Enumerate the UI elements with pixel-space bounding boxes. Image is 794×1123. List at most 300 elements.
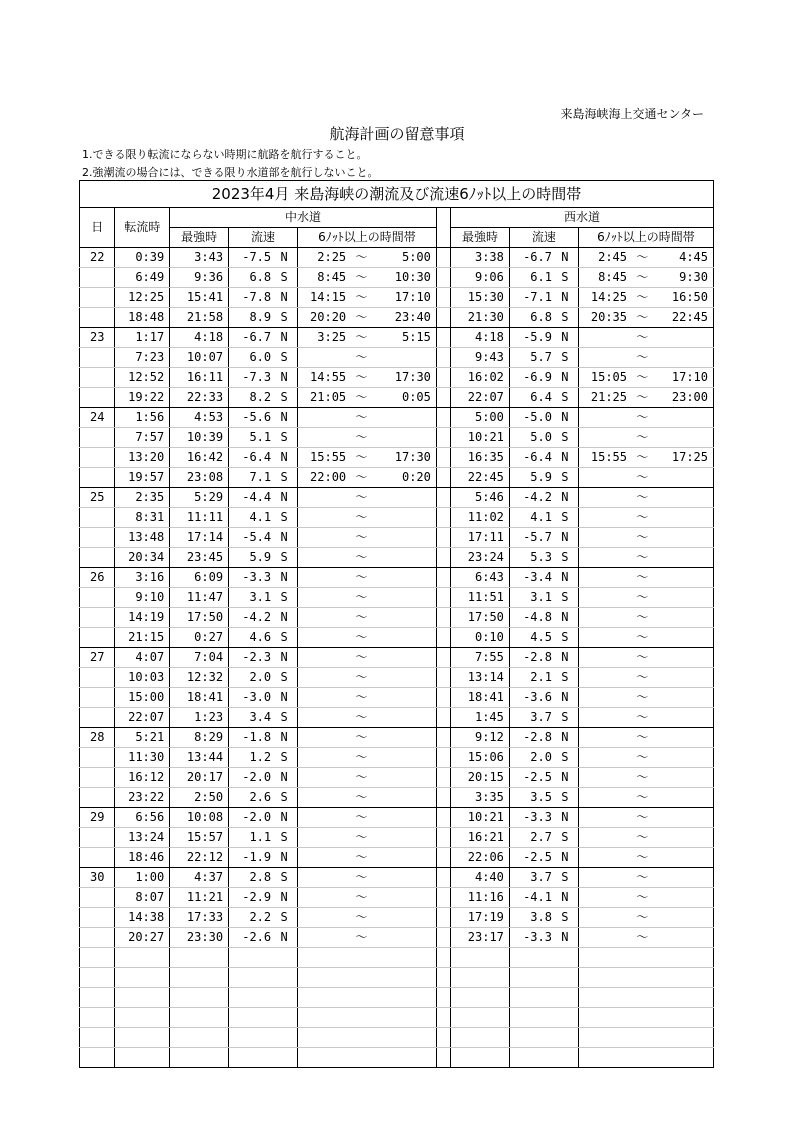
table-row xyxy=(80,628,714,648)
naka-window-sep-cell: 〜 xyxy=(346,668,376,688)
header-gap xyxy=(436,208,450,248)
naka-speed-cell: -1.9 xyxy=(229,848,272,868)
turn-time-cell: 0:39 xyxy=(115,248,170,268)
day-cell: 30 xyxy=(80,868,115,888)
nishi-speed-cell xyxy=(509,988,552,1008)
naka-speed-cell: 5.1 xyxy=(229,428,272,448)
header-nishi-window: 6ﾉｯﾄ以上の時間帯 xyxy=(578,228,713,248)
naka-speed-cell: -7.3 xyxy=(229,368,272,388)
nishi-window-sep-cell: 〜 xyxy=(627,268,657,288)
gap-cell xyxy=(436,488,450,508)
nishi-max-time-cell xyxy=(451,1048,510,1068)
table-row xyxy=(80,568,714,588)
nishi-speed-cell: -6.9 xyxy=(509,368,552,388)
naka-max-time-cell: 4:18 xyxy=(170,328,229,348)
naka-speed-cell: 2.0 xyxy=(229,668,272,688)
table-row xyxy=(80,828,714,848)
naka-max-time-cell xyxy=(170,1048,229,1068)
naka-speed-cell: 4.6 xyxy=(229,628,272,648)
nishi-window-end-cell xyxy=(657,708,713,728)
naka-speed-cell: 8.2 xyxy=(229,388,272,408)
nishi-window-start-cell xyxy=(578,988,627,1008)
nishi-max-time-cell: 10:21 xyxy=(451,428,510,448)
day-cell xyxy=(80,608,115,628)
naka-window-start-cell xyxy=(297,868,346,888)
nishi-window-sep-cell: 〜 xyxy=(627,488,657,508)
gap-cell xyxy=(436,908,450,928)
naka-window-end-cell xyxy=(377,548,437,568)
table-row xyxy=(80,668,714,688)
turn-time-cell xyxy=(115,988,170,1008)
naka-window-start-cell xyxy=(297,528,346,548)
nishi-max-time-cell: 17:50 xyxy=(451,608,510,628)
gap-cell xyxy=(436,688,450,708)
nishi-window-end-cell: 16:50 xyxy=(657,288,713,308)
nishi-window-start-cell xyxy=(578,508,627,528)
nishi-window-end-cell: 23:00 xyxy=(657,388,713,408)
naka-direction-cell: S xyxy=(271,908,297,928)
nishi-speed-cell: 3.1 xyxy=(509,588,552,608)
nishi-window-end-cell xyxy=(657,488,713,508)
nishi-direction-cell: S xyxy=(552,308,578,328)
table-row xyxy=(80,1028,714,1048)
nishi-max-time-cell: 9:06 xyxy=(451,268,510,288)
nishi-max-time-cell: 7:55 xyxy=(451,648,510,668)
naka-window-sep-cell: 〜 xyxy=(346,888,376,908)
naka-direction-cell: S xyxy=(271,788,297,808)
nishi-window-start-cell xyxy=(578,888,627,908)
naka-window-start-cell xyxy=(297,548,346,568)
gap-cell xyxy=(436,528,450,548)
nishi-max-time-cell: 4:40 xyxy=(451,868,510,888)
naka-window-start-cell xyxy=(297,508,346,528)
gap-cell xyxy=(436,308,450,328)
nishi-max-time-cell: 5:00 xyxy=(451,408,510,428)
table-row xyxy=(80,608,714,628)
nishi-max-time-cell: 20:15 xyxy=(451,768,510,788)
nishi-max-time-cell: 9:12 xyxy=(451,728,510,748)
nishi-direction-cell: N xyxy=(552,848,578,868)
nishi-speed-cell: -4.8 xyxy=(509,608,552,628)
nishi-window-end-cell xyxy=(657,728,713,748)
naka-direction-cell xyxy=(271,1048,297,1068)
naka-window-end-cell xyxy=(377,968,437,988)
turn-time-cell: 2:35 xyxy=(115,488,170,508)
table-row xyxy=(80,728,714,748)
turn-time-cell xyxy=(115,968,170,988)
nishi-window-start-cell xyxy=(578,748,627,768)
nishi-direction-cell: N xyxy=(552,808,578,828)
turn-time-cell: 8:31 xyxy=(115,508,170,528)
naka-max-time-cell: 5:29 xyxy=(170,488,229,508)
nishi-window-start-cell: 15:55 xyxy=(578,448,627,468)
turn-time-cell: 1:00 xyxy=(115,868,170,888)
nishi-window-end-cell xyxy=(657,508,713,528)
naka-window-start-cell xyxy=(297,608,346,628)
naka-direction-cell: N xyxy=(271,848,297,868)
naka-window-sep-cell: 〜 xyxy=(346,528,376,548)
naka-max-time-cell: 17:14 xyxy=(170,528,229,548)
nishi-direction-cell: N xyxy=(552,328,578,348)
naka-window-sep-cell: 〜 xyxy=(346,508,376,528)
nishi-window-end-cell xyxy=(657,468,713,488)
nishi-max-time-cell: 15:30 xyxy=(451,288,510,308)
note-1: 1.できる限り転流にならない時期に航路を航行すること。 xyxy=(82,148,368,161)
nishi-direction-cell: N xyxy=(552,768,578,788)
day-cell xyxy=(80,628,115,648)
naka-max-time-cell: 16:11 xyxy=(170,368,229,388)
nishi-direction-cell xyxy=(552,968,578,988)
nishi-window-sep-cell xyxy=(627,1048,657,1068)
header-naka-max: 最強時 xyxy=(170,228,229,248)
naka-window-end-cell xyxy=(377,508,437,528)
naka-window-end-cell xyxy=(377,488,437,508)
naka-window-end-cell xyxy=(377,528,437,548)
day-cell xyxy=(80,388,115,408)
naka-window-sep-cell xyxy=(346,1028,376,1048)
gap-cell xyxy=(436,508,450,528)
naka-max-time-cell: 22:33 xyxy=(170,388,229,408)
turn-time-cell: 14:19 xyxy=(115,608,170,628)
nishi-window-end-cell xyxy=(657,908,713,928)
naka-speed-cell: 6.8 xyxy=(229,268,272,288)
naka-window-end-cell: 10:30 xyxy=(377,268,437,288)
nishi-window-end-cell xyxy=(657,948,713,968)
naka-speed-cell: -7.8 xyxy=(229,288,272,308)
naka-window-end-cell xyxy=(377,628,437,648)
naka-window-start-cell: 2:25 xyxy=(297,248,346,268)
naka-window-start-cell xyxy=(297,1008,346,1028)
nishi-window-end-cell xyxy=(657,1048,713,1068)
nishi-window-start-cell: 8:45 xyxy=(578,268,627,288)
naka-window-start-cell: 14:55 xyxy=(297,368,346,388)
naka-direction-cell: N xyxy=(271,608,297,628)
day-cell xyxy=(80,308,115,328)
nishi-direction-cell xyxy=(552,988,578,1008)
nishi-window-sep-cell: 〜 xyxy=(627,448,657,468)
nishi-max-time-cell: 17:19 xyxy=(451,908,510,928)
nishi-max-time-cell: 22:07 xyxy=(451,388,510,408)
nishi-window-end-cell xyxy=(657,548,713,568)
nishi-direction-cell xyxy=(552,1008,578,1028)
header-nishi-suido: 西水道 xyxy=(451,208,714,228)
naka-speed-cell xyxy=(229,988,272,1008)
naka-max-time-cell: 8:29 xyxy=(170,728,229,748)
day-cell xyxy=(80,848,115,868)
header-naka-window: 6ﾉｯﾄ以上の時間帯 xyxy=(297,228,436,248)
naka-window-start-cell xyxy=(297,708,346,728)
gap-cell xyxy=(436,948,450,968)
nishi-direction-cell: N xyxy=(552,248,578,268)
naka-direction-cell xyxy=(271,1028,297,1048)
naka-max-time-cell: 4:37 xyxy=(170,868,229,888)
nishi-direction-cell: S xyxy=(552,708,578,728)
nishi-direction-cell: S xyxy=(552,668,578,688)
naka-window-sep-cell: 〜 xyxy=(346,648,376,668)
nishi-window-sep-cell xyxy=(627,968,657,988)
nishi-window-start-cell xyxy=(578,608,627,628)
day-cell xyxy=(80,1028,115,1048)
naka-direction-cell: S xyxy=(271,428,297,448)
gap-cell xyxy=(436,928,450,948)
nishi-speed-cell: 4.5 xyxy=(509,628,552,648)
naka-direction-cell: N xyxy=(271,448,297,468)
day-cell xyxy=(80,968,115,988)
table-row xyxy=(80,808,714,828)
naka-window-end-cell: 23:40 xyxy=(377,308,437,328)
naka-max-time-cell: 16:42 xyxy=(170,448,229,468)
turn-time-cell: 4:07 xyxy=(115,648,170,668)
turn-time-cell: 15:00 xyxy=(115,688,170,708)
nishi-max-time-cell: 16:35 xyxy=(451,448,510,468)
naka-speed-cell xyxy=(229,1008,272,1028)
naka-window-start-cell: 21:05 xyxy=(297,388,346,408)
table-row xyxy=(80,368,714,388)
nishi-direction-cell xyxy=(552,948,578,968)
nishi-window-start-cell xyxy=(578,848,627,868)
nishi-window-sep-cell: 〜 xyxy=(627,668,657,688)
nishi-speed-cell: -4.2 xyxy=(509,488,552,508)
naka-window-start-cell: 20:20 xyxy=(297,308,346,328)
nishi-speed-cell xyxy=(509,1028,552,1048)
nishi-max-time-cell: 16:02 xyxy=(451,368,510,388)
nishi-window-sep-cell: 〜 xyxy=(627,308,657,328)
naka-max-time-cell xyxy=(170,948,229,968)
naka-max-time-cell: 15:41 xyxy=(170,288,229,308)
nishi-window-start-cell xyxy=(578,688,627,708)
naka-max-time-cell: 18:41 xyxy=(170,688,229,708)
naka-window-start-cell xyxy=(297,1048,346,1068)
day-cell xyxy=(80,748,115,768)
naka-direction-cell: N xyxy=(271,688,297,708)
naka-speed-cell: -4.4 xyxy=(229,488,272,508)
naka-window-end-cell xyxy=(377,588,437,608)
naka-window-start-cell: 8:45 xyxy=(297,268,346,288)
naka-window-sep-cell: 〜 xyxy=(346,328,376,348)
nishi-window-sep-cell: 〜 xyxy=(627,728,657,748)
nishi-window-end-cell xyxy=(657,768,713,788)
nishi-window-end-cell xyxy=(657,588,713,608)
nishi-speed-cell: 2.0 xyxy=(509,748,552,768)
naka-window-end-cell xyxy=(377,1008,437,1028)
nishi-direction-cell: S xyxy=(552,428,578,448)
naka-max-time-cell: 10:07 xyxy=(170,348,229,368)
naka-window-sep-cell: 〜 xyxy=(346,708,376,728)
nishi-window-start-cell xyxy=(578,968,627,988)
gap-cell xyxy=(436,748,450,768)
nishi-window-start-cell xyxy=(578,348,627,368)
nishi-window-sep-cell: 〜 xyxy=(627,908,657,928)
nishi-direction-cell: N xyxy=(552,368,578,388)
naka-speed-cell xyxy=(229,1048,272,1068)
naka-max-time-cell: 10:39 xyxy=(170,428,229,448)
naka-max-time-cell: 23:45 xyxy=(170,548,229,568)
day-cell: 23 xyxy=(80,328,115,348)
naka-window-end-cell xyxy=(377,428,437,448)
turn-time-cell: 1:17 xyxy=(115,328,170,348)
nishi-speed-cell: 3.7 xyxy=(509,708,552,728)
gap-cell xyxy=(436,348,450,368)
header-turn: 転流時 xyxy=(115,208,170,248)
nishi-window-end-cell xyxy=(657,568,713,588)
gap-cell xyxy=(436,708,450,728)
tidal-current-table xyxy=(79,180,714,1068)
naka-direction-cell: N xyxy=(271,888,297,908)
nishi-window-end-cell xyxy=(657,528,713,548)
nishi-window-end-cell xyxy=(657,828,713,848)
naka-window-sep-cell: 〜 xyxy=(346,848,376,868)
turn-time-cell: 14:38 xyxy=(115,908,170,928)
turn-time-cell: 21:15 xyxy=(115,628,170,648)
naka-direction-cell: S xyxy=(271,588,297,608)
naka-window-sep-cell: 〜 xyxy=(346,308,376,328)
naka-direction-cell: S xyxy=(271,748,297,768)
nishi-max-time-cell: 22:06 xyxy=(451,848,510,868)
nishi-max-time-cell: 0:10 xyxy=(451,628,510,648)
naka-max-time-cell: 20:17 xyxy=(170,768,229,788)
naka-max-time-cell: 15:57 xyxy=(170,828,229,848)
naka-speed-cell: 1.1 xyxy=(229,828,272,848)
day-cell xyxy=(80,428,115,448)
gap-cell xyxy=(436,388,450,408)
turn-time-cell: 9:10 xyxy=(115,588,170,608)
naka-speed-cell: 8.9 xyxy=(229,308,272,328)
naka-window-sep-cell: 〜 xyxy=(346,788,376,808)
naka-window-end-cell: 0:20 xyxy=(377,468,437,488)
nishi-speed-cell: -3.3 xyxy=(509,808,552,828)
gap-cell xyxy=(436,668,450,688)
naka-direction-cell: N xyxy=(271,288,297,308)
turn-time-cell: 19:57 xyxy=(115,468,170,488)
table-row xyxy=(80,848,714,868)
naka-direction-cell xyxy=(271,1008,297,1028)
nishi-window-end-cell xyxy=(657,888,713,908)
gap-cell xyxy=(436,568,450,588)
turn-time-cell: 10:03 xyxy=(115,668,170,688)
naka-window-end-cell xyxy=(377,948,437,968)
nishi-window-start-cell xyxy=(578,788,627,808)
naka-window-end-cell xyxy=(377,668,437,688)
nishi-window-start-cell: 14:25 xyxy=(578,288,627,308)
nishi-window-start-cell xyxy=(578,808,627,828)
naka-window-end-cell xyxy=(377,728,437,748)
naka-speed-cell: -2.6 xyxy=(229,928,272,948)
naka-window-end-cell xyxy=(377,788,437,808)
day-cell xyxy=(80,888,115,908)
gap-cell xyxy=(436,768,450,788)
table-row xyxy=(80,1048,714,1068)
nishi-direction-cell: S xyxy=(552,868,578,888)
table-row xyxy=(80,788,714,808)
naka-window-sep-cell: 〜 xyxy=(346,388,376,408)
naka-direction-cell: N xyxy=(271,808,297,828)
nishi-window-end-cell xyxy=(657,1028,713,1048)
nishi-max-time-cell: 11:51 xyxy=(451,588,510,608)
nishi-window-sep-cell: 〜 xyxy=(627,288,657,308)
nishi-max-time-cell xyxy=(451,1028,510,1048)
nishi-speed-cell: 2.7 xyxy=(509,828,552,848)
naka-max-time-cell: 3:43 xyxy=(170,248,229,268)
naka-max-time-cell: 13:44 xyxy=(170,748,229,768)
nishi-window-sep-cell: 〜 xyxy=(627,528,657,548)
naka-max-time-cell: 17:33 xyxy=(170,908,229,928)
nishi-window-start-cell xyxy=(578,868,627,888)
nishi-direction-cell xyxy=(552,1028,578,1048)
nishi-speed-cell: 5.0 xyxy=(509,428,552,448)
nishi-speed-cell: 2.1 xyxy=(509,668,552,688)
nishi-direction-cell: N xyxy=(552,648,578,668)
day-cell xyxy=(80,928,115,948)
naka-window-start-cell xyxy=(297,748,346,768)
nishi-window-sep-cell xyxy=(627,1028,657,1048)
naka-window-start-cell: 3:25 xyxy=(297,328,346,348)
nishi-window-sep-cell xyxy=(627,988,657,1008)
nishi-window-sep-cell xyxy=(627,948,657,968)
nishi-window-start-cell xyxy=(578,1008,627,1028)
turn-time-cell: 11:30 xyxy=(115,748,170,768)
table-row xyxy=(80,328,714,348)
naka-speed-cell: -2.3 xyxy=(229,648,272,668)
naka-direction-cell: S xyxy=(271,628,297,648)
nishi-window-end-cell xyxy=(657,1008,713,1028)
naka-window-end-cell xyxy=(377,568,437,588)
nishi-speed-cell: -2.5 xyxy=(509,768,552,788)
nishi-window-start-cell xyxy=(578,328,627,348)
nishi-window-start-cell: 2:45 xyxy=(578,248,627,268)
naka-direction-cell: S xyxy=(271,268,297,288)
nishi-speed-cell: -7.1 xyxy=(509,288,552,308)
nishi-window-end-cell xyxy=(657,608,713,628)
naka-window-end-cell xyxy=(377,888,437,908)
nishi-speed-cell: 6.4 xyxy=(509,388,552,408)
naka-window-start-cell xyxy=(297,648,346,668)
nishi-speed-cell: -4.1 xyxy=(509,888,552,908)
gap-cell xyxy=(436,1028,450,1048)
nishi-window-start-cell xyxy=(578,408,627,428)
naka-direction-cell: S xyxy=(271,548,297,568)
nishi-direction-cell: S xyxy=(552,348,578,368)
naka-window-start-cell xyxy=(297,888,346,908)
day-cell xyxy=(80,588,115,608)
naka-window-start-cell xyxy=(297,988,346,1008)
naka-window-sep-cell: 〜 xyxy=(346,928,376,948)
naka-max-time-cell: 12:32 xyxy=(170,668,229,688)
naka-window-start-cell xyxy=(297,568,346,588)
gap-cell xyxy=(436,328,450,348)
day-cell xyxy=(80,268,115,288)
naka-window-start-cell xyxy=(297,428,346,448)
day-cell: 22 xyxy=(80,248,115,268)
nishi-window-start-cell: 20:35 xyxy=(578,308,627,328)
naka-direction-cell: N xyxy=(271,328,297,348)
nishi-window-sep-cell: 〜 xyxy=(627,868,657,888)
nishi-speed-cell: -5.7 xyxy=(509,528,552,548)
nishi-window-end-cell: 9:30 xyxy=(657,268,713,288)
nishi-speed-cell: 6.8 xyxy=(509,308,552,328)
document-title: 航海計画の留意事項 xyxy=(329,125,465,143)
nishi-max-time-cell: 15:06 xyxy=(451,748,510,768)
naka-speed-cell: 5.9 xyxy=(229,548,272,568)
table-row xyxy=(80,868,714,888)
gap-cell xyxy=(436,828,450,848)
nishi-max-time-cell: 3:35 xyxy=(451,788,510,808)
naka-window-sep-cell: 〜 xyxy=(346,568,376,588)
naka-window-sep-cell: 〜 xyxy=(346,688,376,708)
naka-window-end-cell: 5:15 xyxy=(377,328,437,348)
table-row xyxy=(80,688,714,708)
nishi-window-start-cell xyxy=(578,468,627,488)
turn-time-cell: 13:48 xyxy=(115,528,170,548)
